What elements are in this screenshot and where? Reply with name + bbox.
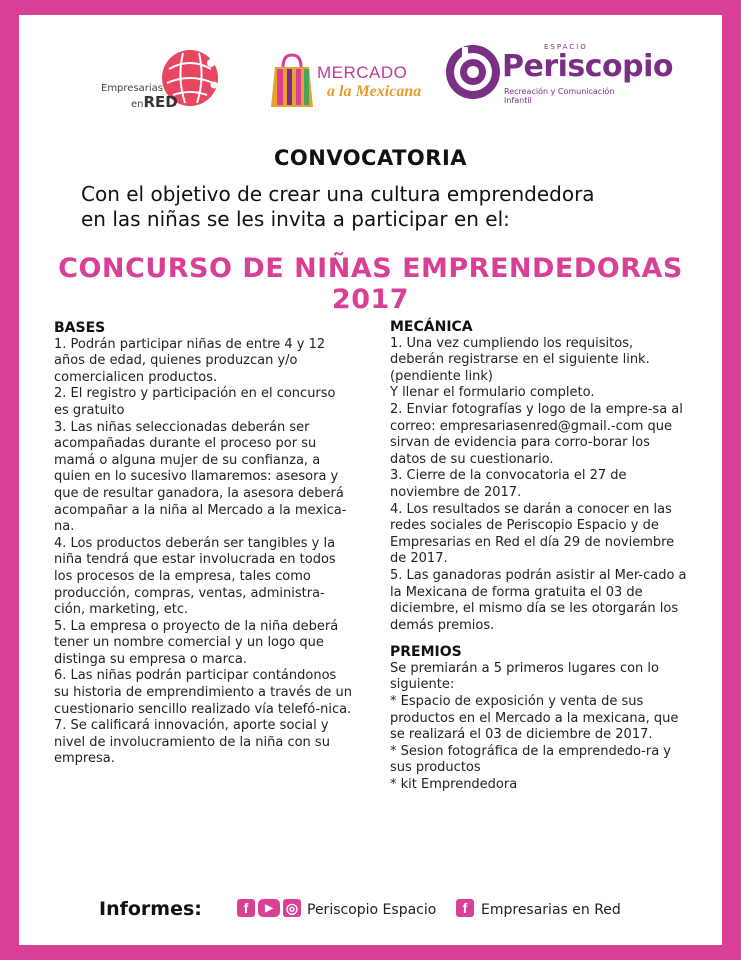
informes-footer — [99, 898, 719, 930]
youtube-icon[interactable]: ▶ — [258, 899, 280, 917]
periscopio-emblem-icon — [444, 43, 502, 101]
intro-line-2: en las niñas se les invita a participar en el: — [81, 207, 510, 231]
bases-item: 5. La empresa o proyecto de la niña deberá tener un nombre comercial y un logo que distinga su empresa o marca. — [54, 618, 339, 667]
mecanica-item: Y llenar el formulario completo. — [390, 385, 595, 401]
mercado-logo-subtext: a la Mexicana — [327, 83, 422, 100]
empresarias-social-name: Empresarias en Red — [481, 902, 621, 918]
intro-text — [81, 182, 681, 232]
periscopio-social-name: Periscopio Espacio — [307, 902, 437, 918]
periscopio-social-icons — [237, 899, 304, 918]
premios-heading: PREMIOS — [390, 644, 462, 661]
mecanica-item: 2. Enviar fotografías y logo de la empre-sa al correo: empresariasenred@gmail.-com que sirvan de evidencia para corro-borar los datos de su cuestionario. — [390, 401, 683, 467]
mecanica-item: 1. Una vez cumpliendo los requisitos, deberán registrarse en el siguiente link. (pendiente link) — [390, 335, 650, 384]
mecanica-item: 5. Las ganadoras podrán asistir al Mer-cado a la Mexicana de forma gratuita el 03 de diciembre, el mismo día se les otorgarán los demás premios. — [390, 567, 687, 633]
empresarias-en-red-logo — [101, 47, 221, 119]
shopping-bag-icon — [267, 51, 317, 109]
bases-heading: BASES — [54, 320, 106, 336]
mercado-logo-text: MERCADO — [317, 63, 408, 82]
bases-item: 1. Podrán participar niñas de entre 4 y 12 años de edad, quienes produzcan y/o comercialicen productos. — [54, 336, 326, 385]
bases-item: 4. Los productos deberán ser tangibles y la niña tendrá que estar involucrada en todos los procesos de la empresa, tales como producción, compras, ventas, administra-ción, marketing, etc. — [54, 535, 336, 618]
instagram-icon[interactable]: ◎ — [283, 899, 301, 917]
periscopio-logo-tagline: Recreación y Comunicación Infantil — [504, 87, 615, 105]
mercado-a-la-mexicana-logo — [267, 51, 427, 111]
informes-label: Informes: — [99, 898, 202, 920]
bases-item: 6. Las niñas podrán participar contándonos su historia de emprendimiento a través de un cuestionario sencillo realizado vía telefó-nica. — [54, 668, 352, 717]
mecanica-heading: MECÁNICA — [390, 319, 473, 335]
premios-item: * kit Emprendedora — [390, 777, 518, 793]
empresarias-logo-text: Empresarias — [101, 83, 164, 94]
mecanica-item: 3. Cierre de la convocatoria el 27 de noviembre de 2017. — [390, 468, 627, 500]
poster — [19, 15, 722, 945]
logo-bar — [19, 15, 722, 135]
bases-item: 3. Las niñas seleccionadas deberán ser acompañadas durante el proceso por su mamá o alguna mujer de su confianza, a quien en lo sucesivo llamaremos: asesora y que de resultar ganadora, la asesora deberá acompañar a la niña al Mercado a la mexica-na. — [54, 419, 347, 535]
bases-item: 7. Se calificará innovación, aporte social y nivel de involucramiento de la niña con su empresa. — [54, 718, 330, 767]
facebook-icon[interactable]: f — [456, 899, 474, 917]
intro-line-1: Con el objetivo de crear una cultura emprendedora — [81, 182, 595, 206]
empresarias-social-icons — [456, 899, 477, 918]
periscopio-logo-name: Periscopio — [502, 49, 674, 84]
page-title: CONVOCATORIA — [273, 146, 468, 170]
premios-item: * Espacio de exposición y venta de sus productos en el Mercado a la mexicana, que se realizará el 03 de diciembre de 2017. — [390, 694, 679, 743]
periscopio-logo-top-text: ESPACIO — [544, 43, 588, 51]
bases-item: 2. El registro y participación en el concurso es gratuito — [54, 386, 336, 418]
mecanica-section — [390, 319, 690, 794]
periscopio-logo — [444, 43, 674, 113]
empresarias-logo-red: RED — [143, 93, 178, 111]
premios-item: Se premiarán a 5 primeros lugares con lo siguiente: — [390, 660, 659, 693]
premios-item: * Sesion fotográfica de la emprendedo-ra y sus productos — [390, 743, 671, 776]
empresarias-logo-subtext — [131, 93, 178, 111]
section-spacer — [390, 634, 690, 644]
contest-headline: CONCURSO DE NIÑAS EMPRENDEDORAS 2017 — [58, 253, 683, 315]
facebook-icon[interactable]: f — [237, 899, 255, 917]
bases-section — [54, 320, 354, 768]
empresarias-logo-en: en — [131, 99, 144, 110]
mecanica-item: 4. Los resultados se darán a conocer en las redes sociales de Periscopio Espacio y de Empresarias en Red el día 29 de noviembre de 2017. — [390, 501, 675, 567]
